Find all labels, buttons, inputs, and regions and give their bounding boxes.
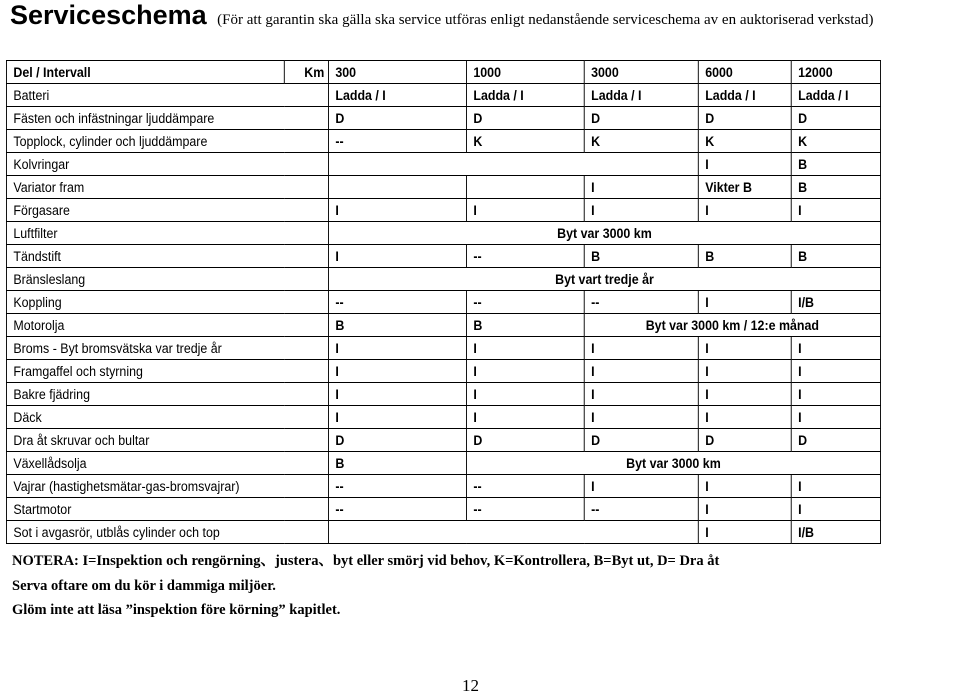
table-cell: Byt vart tredje år: [328, 268, 880, 291]
table-cell: I: [584, 199, 698, 222]
table-cell: Byt var 3000 km: [328, 222, 880, 245]
note-dusty: Serva oftare om du kör i dammiga miljöer.: [12, 577, 276, 594]
table-row: [6, 107, 880, 130]
table-cell: I: [584, 383, 698, 406]
table-cell: I: [328, 245, 466, 268]
table-cell: I: [466, 360, 584, 383]
table-row: [6, 360, 880, 383]
empty-cell: [328, 153, 698, 176]
table-cell: Byt var 3000 km: [466, 452, 880, 475]
table-cell: B: [466, 314, 584, 337]
table-row: [6, 222, 880, 245]
table-cell: --: [466, 498, 584, 521]
table-cell: D: [328, 429, 466, 452]
table-cell: --: [584, 291, 698, 314]
table-cell: D: [698, 107, 791, 130]
table-cell: B: [791, 153, 880, 176]
table-cell: Ladda / I: [584, 84, 698, 107]
table-row: [6, 429, 880, 452]
table-cell: D: [584, 429, 698, 452]
table-cell: I: [328, 406, 466, 429]
header-1000: 1000: [466, 61, 584, 84]
table-row: [6, 406, 880, 429]
service-schedule-table: [6, 60, 881, 544]
table-cell: K: [466, 130, 584, 153]
empty-cell: [328, 521, 698, 544]
table-cell: --: [466, 245, 584, 268]
table-cell: I: [698, 475, 791, 498]
table-cell: D: [584, 107, 698, 130]
table-cell: I: [584, 360, 698, 383]
header-3000: 3000: [584, 61, 698, 84]
table-cell: I: [791, 498, 880, 521]
table-cell: I: [698, 521, 791, 544]
table-row: [6, 337, 880, 360]
header-6000: 6000: [698, 61, 791, 84]
row-label: Framgaffel och styrning: [6, 360, 328, 383]
row-label: Startmotor: [6, 498, 328, 521]
table-cell: K: [698, 130, 791, 153]
table-row: [6, 199, 880, 222]
table-cell: I: [698, 153, 791, 176]
table-cell: I: [698, 360, 791, 383]
row-label: Fästen och infästningar ljuddämpare: [6, 107, 328, 130]
table-cell: I: [584, 337, 698, 360]
table-cell: I: [328, 360, 466, 383]
row-label: Bakre fjädring: [6, 383, 328, 406]
table-cell: --: [328, 475, 466, 498]
table-row: [6, 498, 880, 521]
table-row: [6, 291, 880, 314]
table-row: [6, 452, 880, 475]
table-cell: I: [698, 337, 791, 360]
table-row: [6, 475, 880, 498]
table-row: [6, 268, 880, 291]
table-cell: D: [791, 429, 880, 452]
table-cell: B: [698, 245, 791, 268]
table-cell: I: [698, 199, 791, 222]
table-cell: K: [791, 130, 880, 153]
table-cell: I: [328, 383, 466, 406]
table-cell: I: [328, 337, 466, 360]
table-cell: I/B: [791, 521, 880, 544]
table-cell: I: [584, 406, 698, 429]
table-row: [6, 383, 880, 406]
notes-block: [12, 549, 719, 623]
header-del-intervall: Del / Intervall: [6, 61, 284, 84]
row-label: Bränsleslang: [6, 268, 328, 291]
row-label: Dra åt skruvar och bultar: [6, 429, 328, 452]
table-cell: B: [791, 245, 880, 268]
page-heading: [10, 0, 874, 31]
table-cell: I: [584, 475, 698, 498]
table-cell: D: [466, 107, 584, 130]
row-label: Topplock, cylinder och ljuddämpare: [6, 130, 328, 153]
table-cell: --: [328, 291, 466, 314]
table-cell: I: [466, 383, 584, 406]
row-label: Kolvringar: [6, 153, 328, 176]
table-cell: I: [791, 199, 880, 222]
row-label: Variator fram: [6, 176, 328, 199]
table-cell: I/B: [791, 291, 880, 314]
row-label: Batteri: [6, 84, 328, 107]
table-cell: I: [698, 406, 791, 429]
table-row: [6, 153, 880, 176]
table-cell: Ladda / I: [698, 84, 791, 107]
row-label: Motorolja: [6, 314, 328, 337]
table-cell: I: [791, 360, 880, 383]
table-body: [6, 84, 880, 544]
table-cell: I: [698, 498, 791, 521]
page-subtitle: (För att garantin ska gälla ska service utföras enligt nedanstående serviceschema av en auktoriserad verkstad): [217, 12, 874, 28]
table-cell: I: [791, 383, 880, 406]
table-cell: K: [584, 130, 698, 153]
table-cell: --: [466, 475, 584, 498]
table-cell: I: [698, 291, 791, 314]
table-cell: I: [791, 475, 880, 498]
table-cell: Vikter B: [698, 176, 791, 199]
table-cell: I: [466, 199, 584, 222]
table-cell: I: [328, 199, 466, 222]
table-cell: D: [791, 107, 880, 130]
table-header-row: [6, 61, 880, 84]
table-cell: I: [466, 406, 584, 429]
header-12000: 12000: [791, 61, 880, 84]
row-label: Koppling: [6, 291, 328, 314]
table-cell: D: [466, 429, 584, 452]
table-cell: Ladda / I: [466, 84, 584, 107]
table-cell: I: [584, 176, 698, 199]
row-label: Vajrar (hastighetsmätar-gas-bromsvajrar): [6, 475, 328, 498]
row-label: Däck: [6, 406, 328, 429]
table-cell: B: [328, 452, 466, 475]
table-cell: --: [584, 498, 698, 521]
page-title: Serviceschema: [10, 0, 207, 30]
row-label: Växellådsolja: [6, 452, 328, 475]
table-cell: B: [328, 314, 466, 337]
table-cell: --: [466, 291, 584, 314]
table-row: [6, 176, 880, 199]
table-row: [6, 84, 880, 107]
note-inspection: Glöm inte att läsa ”inspektion före körning” kapitlet.: [12, 602, 341, 618]
table-cell: --: [328, 498, 466, 521]
row-label: Broms - Byt bromsvätska var tredje år: [6, 337, 328, 360]
empty-cell: [328, 176, 466, 199]
header-300: 300: [328, 61, 466, 84]
table-cell: Ladda / I: [328, 84, 466, 107]
table-cell: D: [328, 107, 466, 130]
table-cell: I: [466, 337, 584, 360]
table-cell: I: [698, 383, 791, 406]
table-row: [6, 521, 880, 544]
header-km: Km: [284, 61, 328, 84]
table-row: [6, 314, 880, 337]
row-label: Sot i avgasrör, utblås cylinder och top: [6, 521, 328, 544]
table-cell: I: [791, 406, 880, 429]
table-cell: B: [584, 245, 698, 268]
table-cell: --: [328, 130, 466, 153]
empty-cell: [466, 176, 584, 199]
row-label: Luftfilter: [6, 222, 328, 245]
page-number: 12: [462, 676, 479, 695]
note-legend: NOTERA: I=Inspektion och rengörning、justera、byt eller smörj vid behov, K=Kontrollera, B=Byt ut, D= Dra åt: [12, 553, 720, 569]
table-row: [6, 245, 880, 268]
row-label: Tändstift: [6, 245, 328, 268]
table-cell: D: [698, 429, 791, 452]
table-cell: I: [791, 337, 880, 360]
table-cell: Ladda / I: [791, 84, 880, 107]
row-label: Förgasare: [6, 199, 328, 222]
table-cell: Byt var 3000 km / 12:e månad: [584, 314, 880, 337]
table-row: [6, 130, 880, 153]
table-cell: B: [791, 176, 880, 199]
